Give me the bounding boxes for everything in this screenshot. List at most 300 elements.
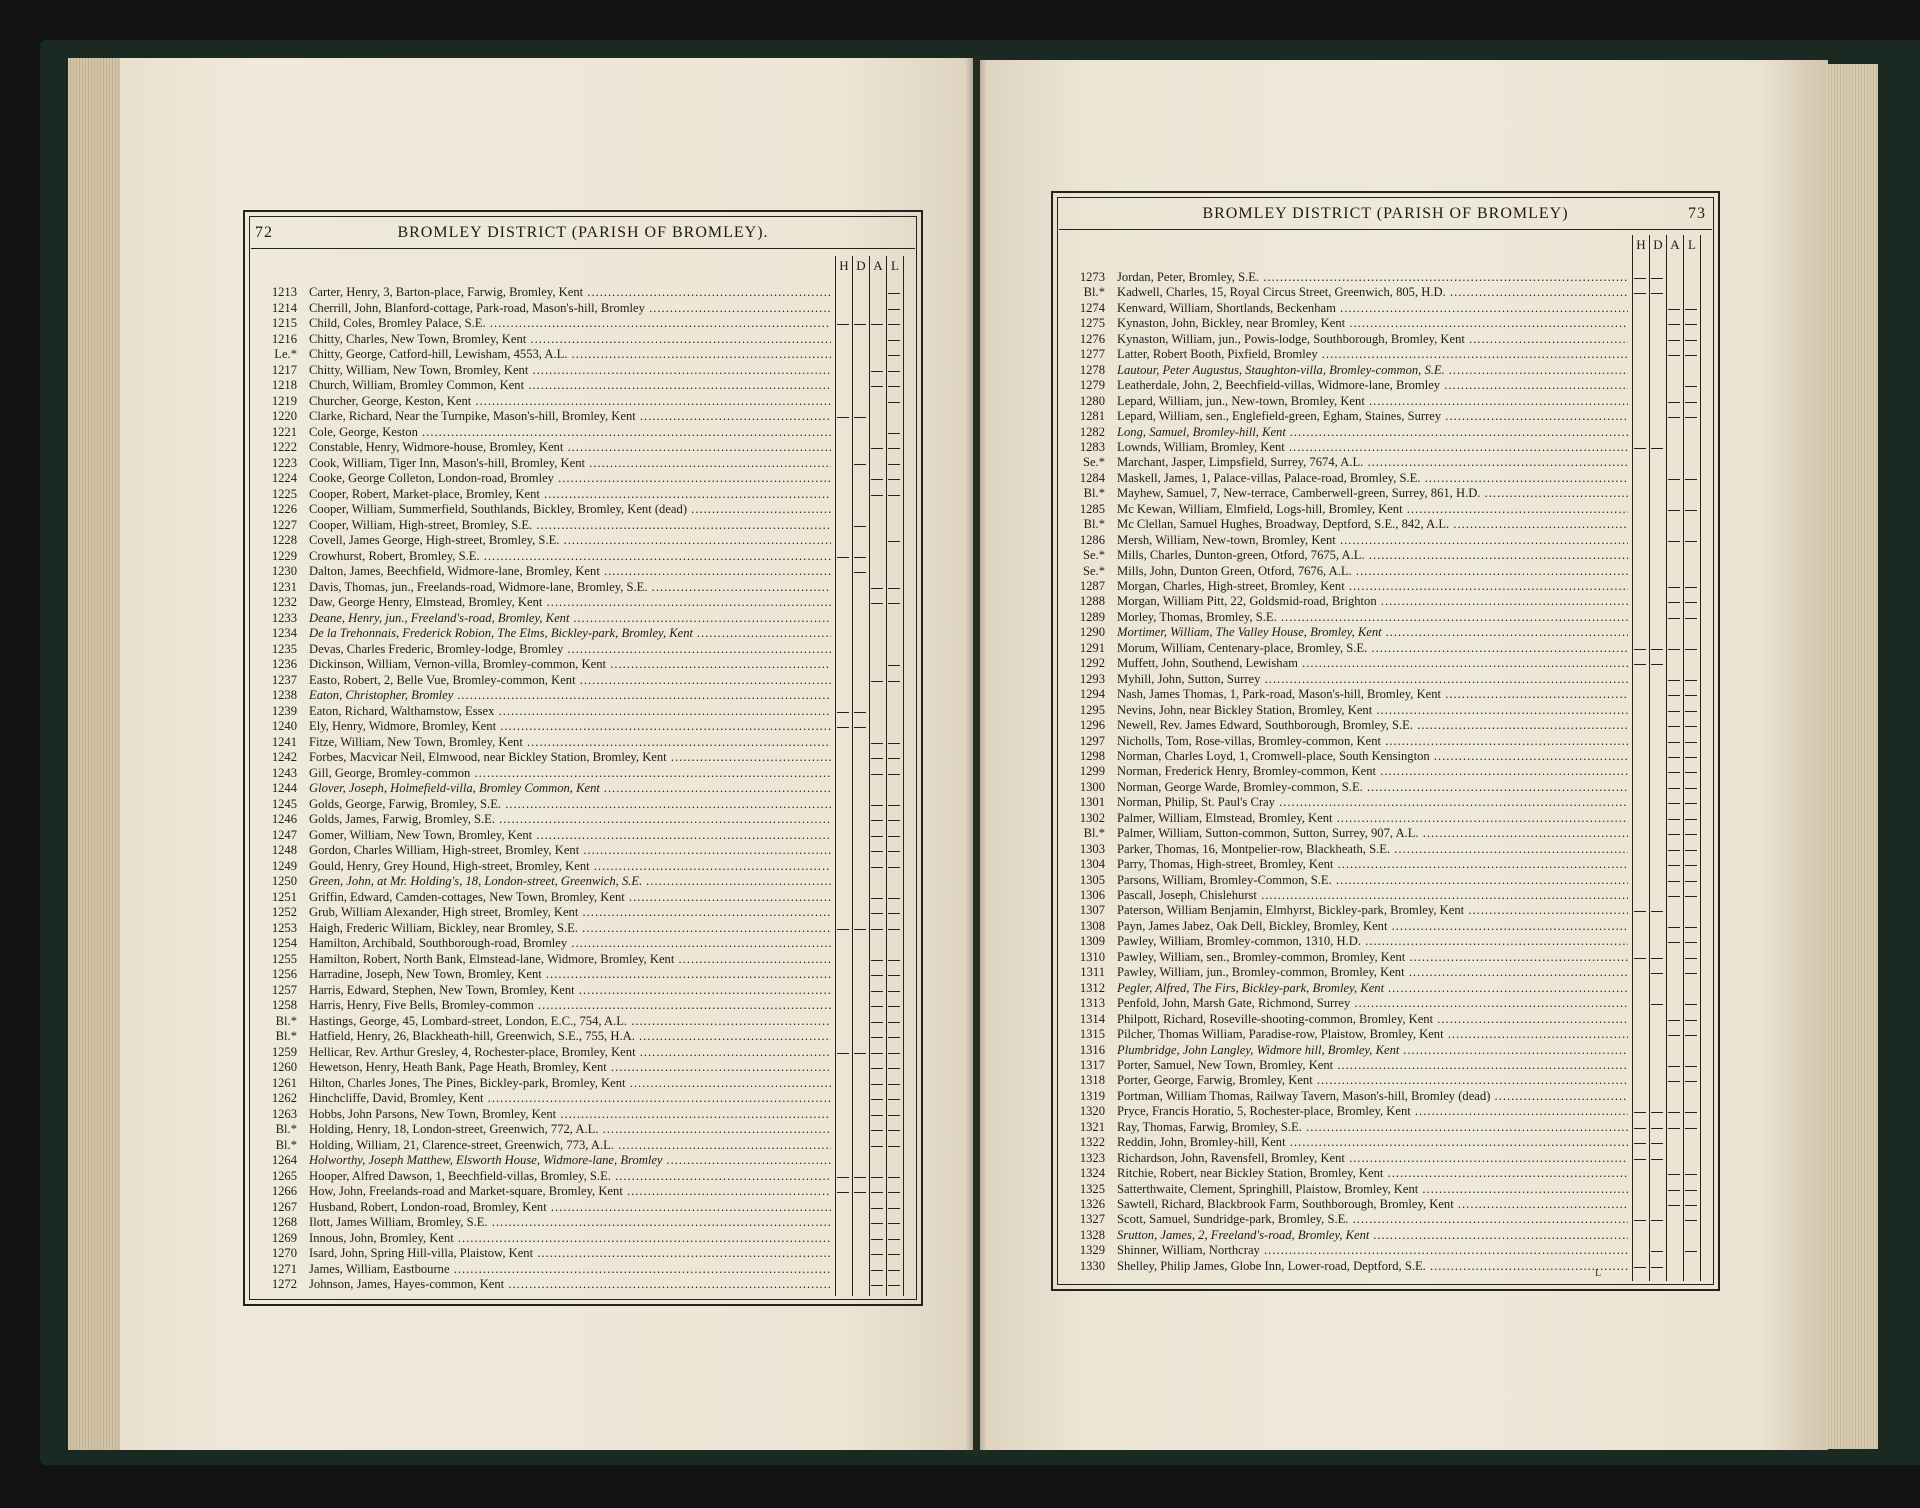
entry-number: 1252 bbox=[271, 905, 297, 919]
register-entry bbox=[1059, 486, 1628, 501]
mark-d bbox=[1651, 1251, 1663, 1252]
entry-number: 1224 bbox=[271, 471, 297, 485]
mark-a bbox=[1668, 1174, 1680, 1175]
register-entry bbox=[251, 719, 831, 734]
register-entry bbox=[251, 1231, 831, 1246]
entry-number: 1293 bbox=[1079, 671, 1105, 686]
entry-number: 1286 bbox=[1079, 532, 1105, 547]
entry-number: 1246 bbox=[271, 812, 297, 826]
mark-l bbox=[1685, 742, 1697, 743]
mark-l bbox=[888, 1022, 900, 1023]
register-entry bbox=[251, 595, 831, 610]
book-gutter bbox=[965, 55, 987, 1455]
entry-number: 1213 bbox=[271, 285, 297, 299]
entry-number: Bl.* bbox=[275, 1013, 297, 1028]
mark-a bbox=[1668, 1190, 1680, 1191]
mark-l bbox=[1685, 695, 1697, 696]
entry-number: 1249 bbox=[271, 858, 297, 873]
mark-l bbox=[1685, 680, 1697, 681]
mark-a bbox=[1668, 541, 1680, 542]
register-entry bbox=[1059, 455, 1628, 470]
entry-name: Norman, Philip, St. Paul's Cray ..... bbox=[1117, 795, 1628, 810]
mark-a bbox=[1668, 742, 1680, 743]
column-rule bbox=[835, 256, 836, 1296]
mark-d bbox=[1651, 1159, 1663, 1160]
entry-name: Leatherdale, John, 2, Beechfield-villas, Widmore-lane, Bromley ..... bbox=[1117, 378, 1628, 393]
entry-number: Se.* bbox=[1082, 548, 1105, 563]
mark-a bbox=[871, 820, 883, 821]
entry-number: 1279 bbox=[1079, 378, 1105, 393]
entry-number: 1281 bbox=[1079, 409, 1105, 424]
register-entry bbox=[1059, 1151, 1628, 1166]
entry-number: 1311 bbox=[1080, 965, 1105, 980]
register-entry bbox=[251, 673, 831, 688]
register-entry bbox=[251, 409, 831, 424]
register-entry bbox=[251, 1138, 831, 1153]
register-entry bbox=[251, 611, 831, 626]
mark-d bbox=[854, 526, 866, 527]
mark-a bbox=[1668, 324, 1680, 325]
mark-a bbox=[1668, 1066, 1680, 1067]
entry-number: 1275 bbox=[1079, 316, 1105, 331]
mark-a bbox=[871, 371, 883, 372]
entry-number: 1284 bbox=[1079, 470, 1105, 485]
mark-h bbox=[837, 929, 849, 930]
register-entry bbox=[251, 704, 831, 719]
entry-number: 1321 bbox=[1079, 1119, 1105, 1134]
entry-number: 1283 bbox=[1079, 439, 1105, 454]
entry-name: Gomer, William, New Town, Bromley, Kent ..... bbox=[309, 828, 831, 843]
mark-d bbox=[1651, 1143, 1663, 1144]
entry-number: 1242 bbox=[271, 750, 297, 764]
mark-a bbox=[1668, 726, 1680, 727]
mark-l bbox=[888, 1254, 900, 1255]
mark-h bbox=[1634, 1267, 1646, 1268]
register-entry bbox=[1059, 1089, 1628, 1104]
entry-name: Pawley, William, jun., Bromley-common, Bromley, Kent ..... bbox=[1117, 965, 1628, 980]
page-number-left: 72 bbox=[255, 224, 273, 241]
mark-a bbox=[871, 960, 883, 961]
entry-number: 1269 bbox=[271, 1230, 297, 1245]
entry-number: 1227 bbox=[271, 517, 297, 532]
register-entry bbox=[251, 1169, 831, 1184]
entry-number: 1327 bbox=[1079, 1212, 1105, 1227]
entry-name: Cook, William, Tiger Inn, Mason's-hill, Bromley, Kent ..... bbox=[309, 456, 831, 471]
mark-l bbox=[1685, 1020, 1697, 1021]
register-entry bbox=[1059, 826, 1628, 841]
entry-number: 1257 bbox=[271, 982, 297, 997]
mark-l bbox=[1685, 973, 1697, 974]
mark-l bbox=[888, 495, 900, 496]
mark-l bbox=[888, 402, 900, 403]
register-entry bbox=[251, 1184, 831, 1199]
entry-name: Nevins, John, near Bickley Station, Bromley, Kent ..... bbox=[1117, 703, 1628, 718]
entry-number: 1295 bbox=[1079, 702, 1105, 717]
entry-number: 1305 bbox=[1079, 872, 1105, 887]
entry-number: 1219 bbox=[271, 393, 297, 408]
mark-a bbox=[871, 324, 883, 325]
register-entry bbox=[1059, 533, 1628, 548]
mark-a bbox=[1668, 927, 1680, 928]
entry-name: Newell, Rev. James Edward, Southborough, Bromley, S.E. ..... bbox=[1117, 718, 1628, 733]
register-entry bbox=[1059, 934, 1628, 949]
mark-a bbox=[1668, 772, 1680, 773]
page-number-right: 73 bbox=[1688, 205, 1706, 222]
mark-a bbox=[1668, 649, 1680, 650]
entry-name: Cooke, George Colleton, London-road, Bromley ..... bbox=[309, 471, 831, 486]
mark-a bbox=[871, 386, 883, 387]
mark-a bbox=[871, 1208, 883, 1209]
register-entry bbox=[1059, 440, 1628, 455]
mark-l bbox=[1685, 788, 1697, 789]
register-entry bbox=[251, 316, 831, 331]
register-entry bbox=[251, 549, 831, 564]
register-entry bbox=[251, 1277, 831, 1292]
mark-l bbox=[1685, 1035, 1697, 1036]
mark-d bbox=[1651, 973, 1663, 974]
register-entry bbox=[1059, 888, 1628, 903]
entry-name: De la Trehonnais, Frederick Robion, The Elms, Bickley-park, Bromley, Kent ..... bbox=[309, 626, 831, 641]
mark-a bbox=[871, 774, 883, 775]
entry-name: Cooper, William, High-street, Bromley, S.E. ..... bbox=[309, 518, 831, 533]
column-heading-d: D bbox=[856, 258, 866, 273]
column-heading-l: L bbox=[1688, 237, 1696, 252]
mark-l bbox=[888, 355, 900, 356]
mark-a bbox=[1668, 819, 1680, 820]
entry-name: Pascall, Joseph, Chislehurst ..... bbox=[1117, 888, 1628, 903]
entry-number: 1292 bbox=[1079, 656, 1105, 671]
mark-a bbox=[1668, 402, 1680, 403]
register-entry bbox=[1059, 347, 1628, 362]
entry-name: Norman, Frederick Henry, Bromley-common, Kent ..... bbox=[1117, 764, 1628, 779]
entry-number: 1237 bbox=[271, 672, 297, 687]
mark-l bbox=[888, 1037, 900, 1038]
mark-d bbox=[1651, 958, 1663, 959]
entry-number: 1244 bbox=[271, 781, 297, 795]
entry-number: 1300 bbox=[1079, 779, 1105, 794]
register-entry bbox=[251, 983, 831, 998]
mark-a bbox=[871, 929, 883, 930]
register-entry bbox=[1059, 270, 1628, 285]
mark-a bbox=[871, 603, 883, 604]
entry-name: Davis, Thomas, jun., Freelands-road, Widmore-lane, Bromley, S.E. ..... bbox=[309, 580, 831, 595]
column-heading-l: L bbox=[891, 258, 899, 273]
mark-l bbox=[888, 743, 900, 744]
entry-name: Pegler, Alfred, The Firs, Bickley-park, Bromley, Kent ..... bbox=[1117, 981, 1628, 996]
register-entry bbox=[251, 797, 831, 812]
mark-l bbox=[888, 913, 900, 914]
register-entry bbox=[251, 657, 831, 672]
register-entry bbox=[1059, 656, 1628, 671]
mark-a bbox=[871, 479, 883, 480]
entry-name: Morgan, Charles, High-street, Bromley, Kent ..... bbox=[1117, 579, 1628, 594]
entry-name: Clarke, Richard, Near the Turnpike, Mason's-hill, Bromley, Kent ..... bbox=[309, 409, 831, 424]
mark-l bbox=[888, 541, 900, 542]
entry-name: Gill, George, Bromley-common ..... bbox=[309, 766, 831, 781]
mark-a bbox=[1668, 803, 1680, 804]
entry-number: 1245 bbox=[271, 796, 297, 811]
register-entry bbox=[251, 859, 831, 874]
register-entry bbox=[251, 874, 831, 889]
mark-l bbox=[1685, 958, 1697, 959]
mark-a bbox=[1668, 850, 1680, 851]
mark-a bbox=[871, 1192, 883, 1193]
register-entry bbox=[251, 332, 831, 347]
mark-l bbox=[888, 898, 900, 899]
mark-l bbox=[888, 1130, 900, 1131]
mark-l bbox=[1685, 772, 1697, 773]
mark-a bbox=[1668, 695, 1680, 696]
mark-l bbox=[1685, 355, 1697, 356]
mark-d bbox=[1651, 1128, 1663, 1129]
mark-a bbox=[1668, 417, 1680, 418]
mark-a bbox=[1668, 1035, 1680, 1036]
entry-number: Se.* bbox=[1082, 455, 1105, 470]
mark-d bbox=[1651, 448, 1663, 449]
register-entry bbox=[251, 1076, 831, 1091]
mark-l bbox=[888, 479, 900, 480]
mark-a bbox=[871, 898, 883, 899]
register-entry bbox=[1059, 1058, 1628, 1073]
entry-name: Golds, George, Farwig, Bromley, S.E. ..... bbox=[309, 797, 831, 812]
entry-number: 1330 bbox=[1079, 1258, 1105, 1273]
entry-name: Griffin, Edward, Camden-cottages, New Town, Bromley, Kent ..... bbox=[309, 890, 831, 905]
entry-name: Porter, Samuel, New Town, Bromley, Kent ..... bbox=[1117, 1058, 1628, 1073]
mark-a bbox=[871, 867, 883, 868]
entry-name: Mills, John, Dunton Green, Otford, 7676, A.L. ..... bbox=[1117, 564, 1628, 579]
mark-l bbox=[888, 1285, 900, 1286]
mark-l bbox=[888, 867, 900, 868]
entry-number: Bl.* bbox=[275, 1029, 297, 1043]
mark-a bbox=[871, 1177, 883, 1178]
mark-l bbox=[1685, 1205, 1697, 1206]
mark-l bbox=[888, 991, 900, 992]
entry-number: 1278 bbox=[1079, 362, 1105, 377]
entry-name: Hobbs, John Parsons, New Town, Bromley, Kent ..... bbox=[309, 1107, 831, 1122]
entry-number: 1273 bbox=[1079, 270, 1105, 284]
mark-a bbox=[871, 448, 883, 449]
entry-number: 1215 bbox=[271, 316, 297, 330]
entry-name: Marchant, Jasper, Limpsfield, Surrey, 7674, A.L. ..... bbox=[1117, 455, 1628, 470]
entry-name: Devas, Charles Frederic, Bromley-lodge, Bromley ..... bbox=[309, 642, 831, 657]
mark-h bbox=[1634, 1220, 1646, 1221]
mark-l bbox=[1685, 386, 1697, 387]
register-entry bbox=[1059, 903, 1628, 918]
entry-name: Lepard, William, jun., New-town, Bromley, Kent ..... bbox=[1117, 394, 1628, 409]
entry-name: Hewetson, Henry, Heath Bank, Page Heath, Bromley, Kent ..... bbox=[309, 1060, 831, 1075]
entry-name: Cooper, Robert, Market-place, Bromley, Kent ..... bbox=[309, 487, 831, 502]
register-entry bbox=[1059, 1073, 1628, 1088]
column-rule bbox=[886, 256, 887, 1296]
entry-name: Richardson, John, Ravensfell, Bromley, Kent ..... bbox=[1117, 1151, 1628, 1166]
mark-h bbox=[1634, 1159, 1646, 1160]
entry-name: Long, Samuel, Bromley-hill, Kent ..... bbox=[1117, 425, 1628, 440]
register-entry bbox=[251, 688, 831, 703]
entry-number: 1220 bbox=[271, 409, 297, 423]
entry-name: Holding, Henry, 18, London-street, Greenwich, 772, A.L. ..... bbox=[309, 1122, 831, 1137]
entry-name: Lepard, William, sen., Englefield-green, Egham, Staines, Surrey ..... bbox=[1117, 409, 1628, 424]
register-entry bbox=[1059, 641, 1628, 656]
entry-number: 1316 bbox=[1079, 1042, 1105, 1057]
entry-name: Palmer, William, Sutton-common, Sutton, Surrey, 907, A.L. ..... bbox=[1117, 826, 1628, 841]
register-entry bbox=[1059, 316, 1628, 331]
entry-name: Kadwell, Charles, 15, Royal Circus Street, Greenwich, 805, H.D. ..... bbox=[1117, 285, 1628, 300]
mark-d bbox=[854, 1177, 866, 1178]
mark-l bbox=[888, 665, 900, 666]
entry-number: 1280 bbox=[1079, 393, 1105, 408]
entry-number: Bl.* bbox=[275, 1137, 297, 1152]
entry-number: 1267 bbox=[271, 1199, 297, 1214]
mark-h bbox=[1634, 1143, 1646, 1144]
register-entry bbox=[251, 440, 831, 455]
entry-name: Payn, James Jabez, Oak Dell, Bickley, Bromley, Kent ..... bbox=[1117, 919, 1628, 934]
entry-number: 1326 bbox=[1079, 1197, 1105, 1211]
entry-number: 1232 bbox=[271, 595, 297, 609]
mark-a bbox=[871, 743, 883, 744]
register-entry bbox=[251, 1029, 831, 1044]
entry-number: 1243 bbox=[271, 765, 297, 780]
entry-name: Glover, Joseph, Holmefield-villa, Bromley Common, Kent ..... bbox=[309, 781, 831, 796]
entry-name: Hellicar, Rev. Arthur Gresley, 4, Rochester-place, Bromley, Kent ..... bbox=[309, 1045, 831, 1060]
entry-number: 1319 bbox=[1079, 1088, 1105, 1103]
entry-number: 1251 bbox=[271, 889, 297, 904]
mark-a bbox=[1668, 757, 1680, 758]
entry-number: 1323 bbox=[1079, 1150, 1105, 1165]
entry-name: Hastings, George, 45, Lombard-street, London, E.C., 754, A.L. ..... bbox=[309, 1014, 831, 1029]
mark-l bbox=[1685, 1251, 1697, 1252]
register-entry bbox=[1059, 1243, 1628, 1258]
entry-number: 1315 bbox=[1079, 1027, 1105, 1042]
register-entry bbox=[251, 626, 831, 641]
entry-number: 1218 bbox=[271, 378, 297, 392]
entry-number: 1291 bbox=[1079, 640, 1105, 655]
column-rule bbox=[1683, 235, 1684, 1281]
register-entry bbox=[251, 766, 831, 781]
entry-number: 1303 bbox=[1079, 841, 1105, 856]
mark-a bbox=[871, 1254, 883, 1255]
entry-number: 1285 bbox=[1079, 501, 1105, 516]
mark-a bbox=[871, 1146, 883, 1147]
register-entry bbox=[1059, 409, 1628, 424]
mark-a bbox=[1668, 680, 1680, 681]
entry-name: Ely, Henry, Widmore, Bromley, Kent ..... bbox=[309, 719, 831, 734]
entry-name: Carter, Henry, 3, Barton-place, Farwig, Bromley, Kent ..... bbox=[309, 285, 831, 300]
entry-number: 1306 bbox=[1079, 888, 1105, 902]
mark-d bbox=[854, 464, 866, 465]
register-entry bbox=[251, 533, 831, 548]
mark-l bbox=[888, 681, 900, 682]
mark-l bbox=[888, 464, 900, 465]
mark-h bbox=[1634, 649, 1646, 650]
mark-d bbox=[854, 557, 866, 558]
entry-number: 1296 bbox=[1079, 718, 1105, 733]
mark-l bbox=[1685, 1112, 1697, 1113]
register-entry bbox=[1059, 950, 1628, 965]
entry-name: Chitty, George, Catford-hill, Lewisham, 4553, A.L. ..... bbox=[309, 347, 831, 362]
entry-name: Nicholls, Tom, Rose-villas, Bromley-common, Kent ..... bbox=[1117, 734, 1628, 749]
mark-l bbox=[888, 1208, 900, 1209]
entry-name: Ilott, James William, Bromley, S.E. ..... bbox=[309, 1215, 831, 1230]
entry-name: Covell, James George, High-street, Bromley, S.E. ..... bbox=[309, 533, 831, 548]
register-entry bbox=[251, 843, 831, 858]
entry-name: Palmer, William, Elmstead, Bromley, Kent ..... bbox=[1117, 811, 1628, 826]
entry-name: Morgan, William Pitt, 22, Goldsmid-road, Brighton ..... bbox=[1117, 594, 1628, 609]
entry-number: 1225 bbox=[271, 486, 297, 501]
entry-number: Bl.* bbox=[275, 1122, 297, 1136]
register-entry bbox=[1059, 378, 1628, 393]
entry-number: 1298 bbox=[1079, 748, 1105, 763]
mark-a bbox=[871, 975, 883, 976]
entry-number: 1250 bbox=[271, 874, 297, 888]
entry-number: 1297 bbox=[1079, 733, 1105, 748]
mark-l bbox=[888, 1084, 900, 1085]
register-entry bbox=[1059, 285, 1628, 300]
entry-name: Lownds, William, Bromley, Kent ..... bbox=[1117, 440, 1628, 455]
mark-a bbox=[1668, 1128, 1680, 1129]
mark-h bbox=[837, 417, 849, 418]
entry-number: 1255 bbox=[271, 951, 297, 966]
entry-name: Hamilton, Archibald, Southborough-road, Bromley ..... bbox=[309, 936, 831, 951]
register-entry bbox=[1059, 919, 1628, 934]
mark-d bbox=[854, 712, 866, 713]
mark-l bbox=[1685, 711, 1697, 712]
mark-a bbox=[1668, 510, 1680, 511]
mark-h bbox=[837, 712, 849, 713]
mark-l bbox=[1685, 834, 1697, 835]
mark-l bbox=[1685, 618, 1697, 619]
entry-name: Innous, John, Bromley, Kent ..... bbox=[309, 1231, 831, 1246]
mark-l bbox=[888, 324, 900, 325]
register-entry bbox=[251, 890, 831, 905]
mark-l bbox=[1685, 757, 1697, 758]
register-entry bbox=[1059, 672, 1628, 687]
entry-name: Harradine, Joseph, New Town, Bromley, Kent ..... bbox=[309, 967, 831, 982]
mark-l bbox=[888, 929, 900, 930]
entry-number: 1241 bbox=[271, 734, 297, 749]
mark-h bbox=[837, 727, 849, 728]
mark-d bbox=[1651, 649, 1663, 650]
entry-name: Mersh, William, New-town, Bromley, Kent ..... bbox=[1117, 533, 1628, 548]
right-page-edges bbox=[1826, 64, 1878, 1449]
entry-name: Jordan, Peter, Bromley, S.E. ..... bbox=[1117, 270, 1628, 285]
mark-l bbox=[888, 386, 900, 387]
mark-l bbox=[1685, 865, 1697, 866]
register-entry bbox=[251, 456, 831, 471]
entry-name: Gould, Henry, Grey Hound, High-street, Bromley, Kent ..... bbox=[309, 859, 831, 874]
entry-number: 1231 bbox=[271, 579, 297, 594]
register-entry bbox=[1059, 687, 1628, 702]
register-entry bbox=[251, 781, 831, 796]
entry-number: 1272 bbox=[271, 1277, 297, 1291]
entry-number: 1264 bbox=[271, 1153, 297, 1167]
entry-name: Cherrill, John, Blanford-cottage, Park-road, Mason's-hill, Bromley ..... bbox=[309, 301, 831, 316]
entry-number: 1253 bbox=[271, 920, 297, 935]
mark-a bbox=[871, 1084, 883, 1085]
register-entry bbox=[1059, 842, 1628, 857]
entry-number: 1312 bbox=[1079, 980, 1105, 995]
entry-number: 1268 bbox=[271, 1215, 297, 1229]
mark-d bbox=[854, 572, 866, 573]
entry-name: Maskell, James, 1, Palace-villas, Palace-road, Bromley, S.E. ..... bbox=[1117, 471, 1628, 486]
entry-name: Shinner, William, Northcray ..... bbox=[1117, 1243, 1628, 1258]
column-heading-a: A bbox=[1670, 237, 1680, 252]
entry-number: 1320 bbox=[1079, 1104, 1105, 1119]
mark-l bbox=[1685, 1004, 1697, 1005]
entry-number: 1271 bbox=[271, 1261, 297, 1276]
entry-number: 1325 bbox=[1079, 1181, 1105, 1196]
entry-name: Harris, Edward, Stephen, New Town, Bromley, Kent ..... bbox=[309, 983, 831, 998]
mark-l bbox=[1685, 479, 1697, 480]
